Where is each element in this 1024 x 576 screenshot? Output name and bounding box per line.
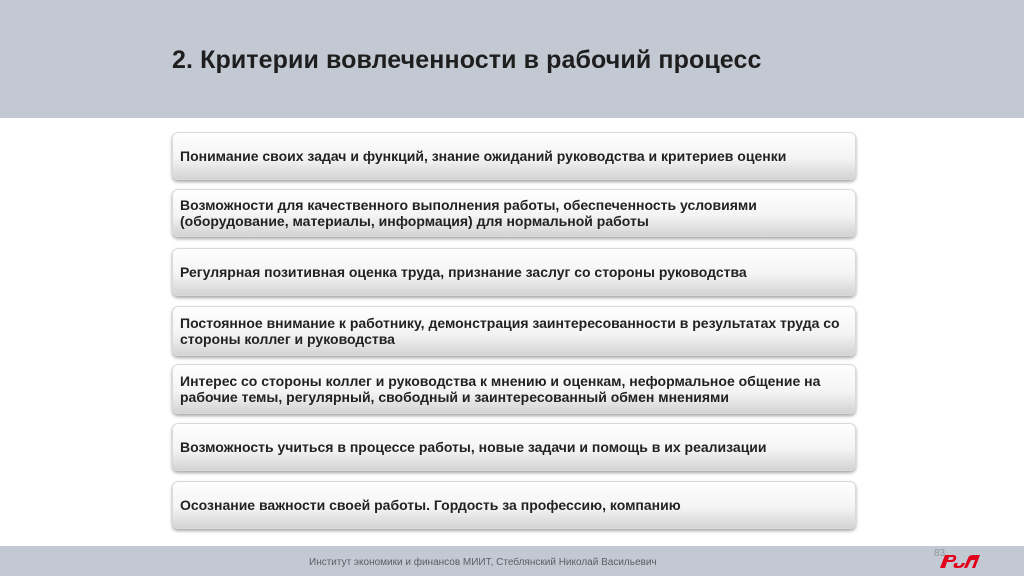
criterion-card xyxy=(172,481,856,529)
criterion-card xyxy=(172,248,856,296)
criterion-text: Возможности для качественного выполнения работы, обеспеченность условиями (оборудование, материалы, информация) для нормальной работы xyxy=(180,197,757,229)
rzd-logo-icon xyxy=(938,552,982,570)
criterion-text: Регулярная позитивная оценка труда, признание заслуг со стороны руководства xyxy=(180,264,747,280)
criterion-text: Осознание важности своей работы. Гордость за профессию, компанию xyxy=(180,497,681,513)
slide-title: 2. Критерии вовлеченности в рабочий процесс xyxy=(172,46,762,74)
criterion-card xyxy=(172,189,856,237)
criterion-card xyxy=(172,306,856,356)
criterion-card xyxy=(172,423,856,471)
criterion-card xyxy=(172,364,856,414)
page-number: 83 xyxy=(934,548,946,559)
criterion-text: Возможность учиться в процессе работы, новые задачи и помощь в их реализации xyxy=(180,439,767,455)
criterion-text: Интерес со стороны коллег и руководства к мнению и оценкам, неформальное общение на рабочие темы, регулярный, свободный и заинтересованный обмен мнениями xyxy=(180,373,821,405)
criterion-card xyxy=(172,132,856,180)
criterion-text: Постоянное внимание к работнику, демонстрация заинтересованности в результатах труда со стороны коллег и руководства xyxy=(180,315,840,347)
criterion-text: Понимание своих задач и функций, знание ожиданий руководства и критериев оценки xyxy=(180,148,787,164)
footer-caption-text: Институт экономики и финансов МИИТ, Стеблянский Николай Васильевич xyxy=(309,557,657,568)
